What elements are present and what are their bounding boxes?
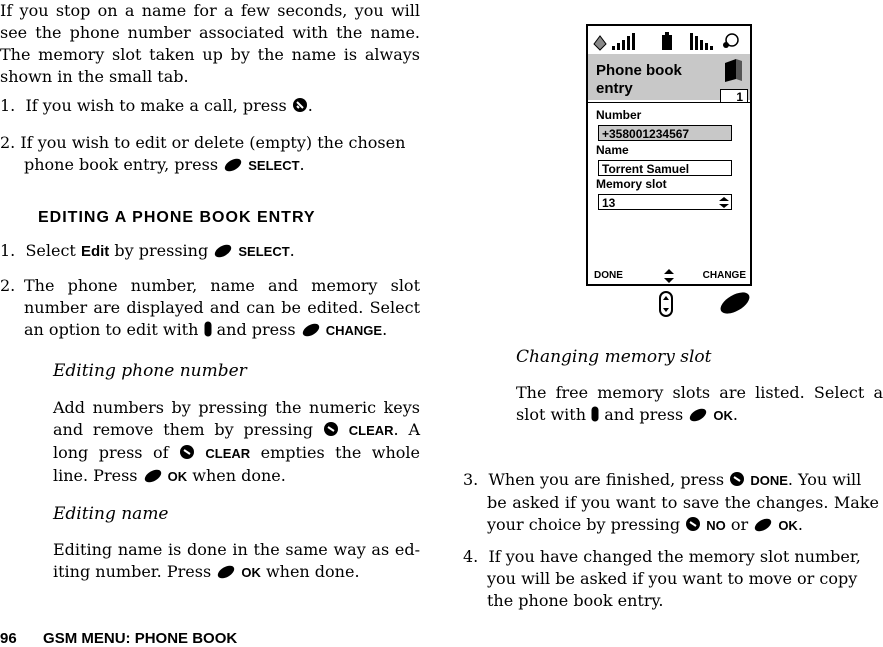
step-4: 4. If you have changed the memory slot number, you will be asked if you want to move or copy the phone book entry. (463, 547, 861, 610)
flower-icon (723, 34, 738, 48)
stepper-arrows-icon[interactable] (719, 197, 729, 208)
phone-book-icon (722, 57, 746, 83)
phone-screen (586, 24, 752, 286)
screen-title: Phone book entry (596, 62, 682, 97)
status-bar (592, 30, 748, 54)
clear-key-icon (179, 444, 195, 460)
sub-paragraph-name: Editing name is done in the same way as ed- iting number. Press OK when done. (53, 540, 420, 581)
signal-icon (594, 33, 635, 50)
sub-paragraph-memory-slot: The free memory slots are listed. Select a slot with and press OK. (516, 383, 883, 424)
scroll-key-icon (204, 321, 212, 337)
change-key-icon (717, 292, 753, 314)
step-2: 2. If you wish to edit or delete (empty) the chosen phone book entry, press SELECT. (0, 133, 406, 174)
ok-key-icon (143, 469, 163, 483)
change-key-icon (301, 323, 321, 337)
intro-line: The memory slot taken up by the name is always (0, 45, 420, 64)
ok-key-icon (688, 408, 708, 422)
clear-key-icon (323, 421, 339, 437)
name-label: Name (596, 143, 629, 157)
select-key-icon (223, 158, 243, 172)
done-key-icon (729, 471, 745, 487)
edit-step-1: 1. Select Edit by pressing SELECT. (0, 241, 295, 260)
sub-heading-name: Editing name (53, 504, 169, 524)
section-title: GSM MENU: PHONE BOOK (43, 630, 238, 647)
softkey-change[interactable]: CHANGE (702, 270, 746, 281)
sub-heading-phone-number: Editing phone number (53, 361, 247, 381)
section-heading: EDITING A PHONE BOOK ENTRY (38, 209, 316, 226)
battery-level-icon (690, 33, 713, 50)
memory-slot-tab: 1 (720, 89, 748, 103)
page-number: 96 (0, 630, 17, 647)
scroll-arrows-icon (664, 269, 674, 283)
page-footer (0, 630, 237, 647)
memory-slot-label: Memory slot (596, 177, 667, 191)
intro-line: shown in the small tab. (0, 67, 189, 86)
call-key-icon (292, 97, 308, 113)
no-key-icon (685, 516, 701, 532)
intro-line: If you stop on a name for a few seconds, you will (0, 1, 420, 20)
number-label: Number (596, 108, 642, 122)
select-key-icon (213, 244, 233, 258)
step-1: 1. If you wish to make a call, press . (0, 96, 313, 115)
number-field[interactable]: +358001234567 (598, 125, 732, 141)
step-3: 3. When you are finished, press DONE. You will be asked if you want to save the changes. Make your choice by pressing NO or OK. (463, 470, 879, 534)
memory-slot-field[interactable]: 13 (598, 194, 732, 210)
ok-key-icon (753, 518, 773, 532)
scroll-key-icon (591, 406, 599, 422)
sub-heading-memory-slot: Changing memory slot (516, 347, 712, 367)
edit-step-2: 2. The phone number, name and memory slot number are displayed and can be edited. Select an option to edit with and press CHANGE. (0, 276, 420, 339)
intro-paragraph (0, 0, 420, 88)
intro-line: see the phone number associated with the name. (0, 23, 420, 42)
scroll-key-icon (659, 291, 673, 317)
battery-icon (662, 32, 672, 50)
name-field[interactable]: Torrent Samuel (598, 160, 732, 176)
ok-key-icon (216, 565, 236, 579)
sub-paragraph-phone-number: Add numbers by pressing the numeric keys and remove them by pressing CLEAR. A long press of CLEAR empties the whole line. Press OK when done. (53, 398, 421, 485)
softkey-done[interactable]: DONE (594, 270, 623, 281)
